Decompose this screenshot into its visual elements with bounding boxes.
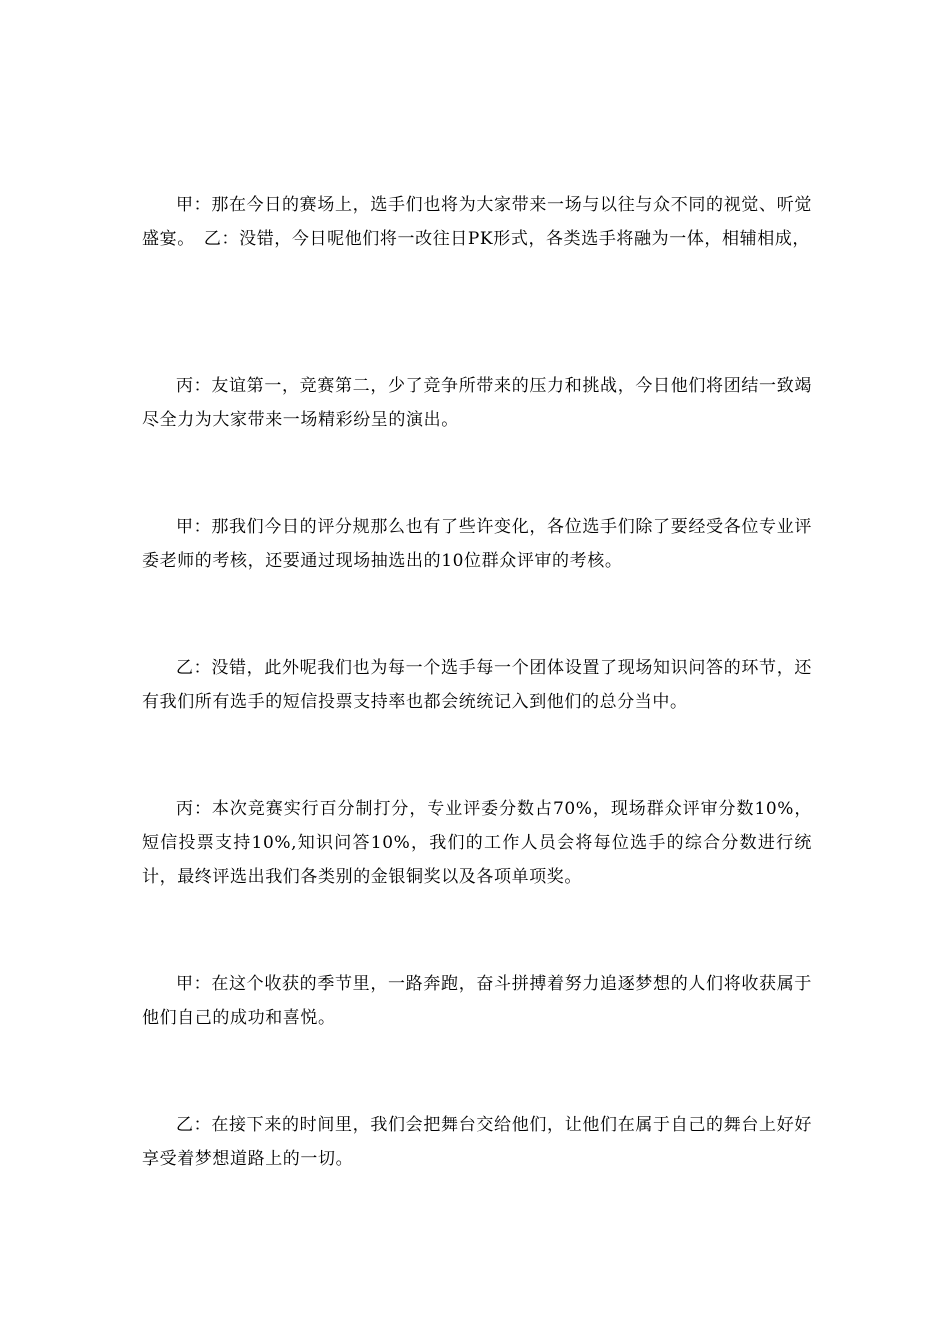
paragraph-2: 丙：友谊第一，竞赛第二，少了竞争所带来的压力和挑战，今日他们将团结一致竭尽全力为大家带来一场精彩纷呈的演出。	[142, 376, 812, 430]
paragraph-3: 甲：那我们今日的评分规那么也有了些许变化，各位选手们除了要经受各位专业评委老师的考核，还要通过现场抽选出的10位群众评审的考核。	[142, 517, 812, 571]
paragraph-6: 甲：在这个收获的季节里，一路奔跑，奋斗拼搏着努力追逐梦想的人们将收获属于他们自己的成功和喜悦。	[142, 974, 812, 1028]
paragraph-7: 乙：在接下来的时间里，我们会把舞台交给他们，让他们在属于自己的舞台上好好享受着梦想道路上的一切。	[142, 1115, 812, 1169]
paragraph-5: 丙：本次竞赛实行百分制打分，专业评委分数占70%，现场群众评审分数10%，短信投票支持10%,知识问答10%，我们的工作人员会将每位选手的综合分数进行统计，最终评选出我们各类别的金银铜奖以及各项单项奖。	[142, 799, 812, 887]
paragraph-1: 甲：那在今日的赛场上，选手们也将为大家带来一场与以往与众不同的视觉、听觉盛宴。 乙：没错，今日呢他们将一改往日PK形式，各类选手将融为一体，相辅相成，	[142, 195, 812, 249]
paragraph-4: 乙：没错，此外呢我们也为每一个选手每一个团体设置了现场知识问答的环节，还有我们所有选手的短信投票支持率也都会统统记入到他们的总分当中。	[142, 658, 812, 712]
